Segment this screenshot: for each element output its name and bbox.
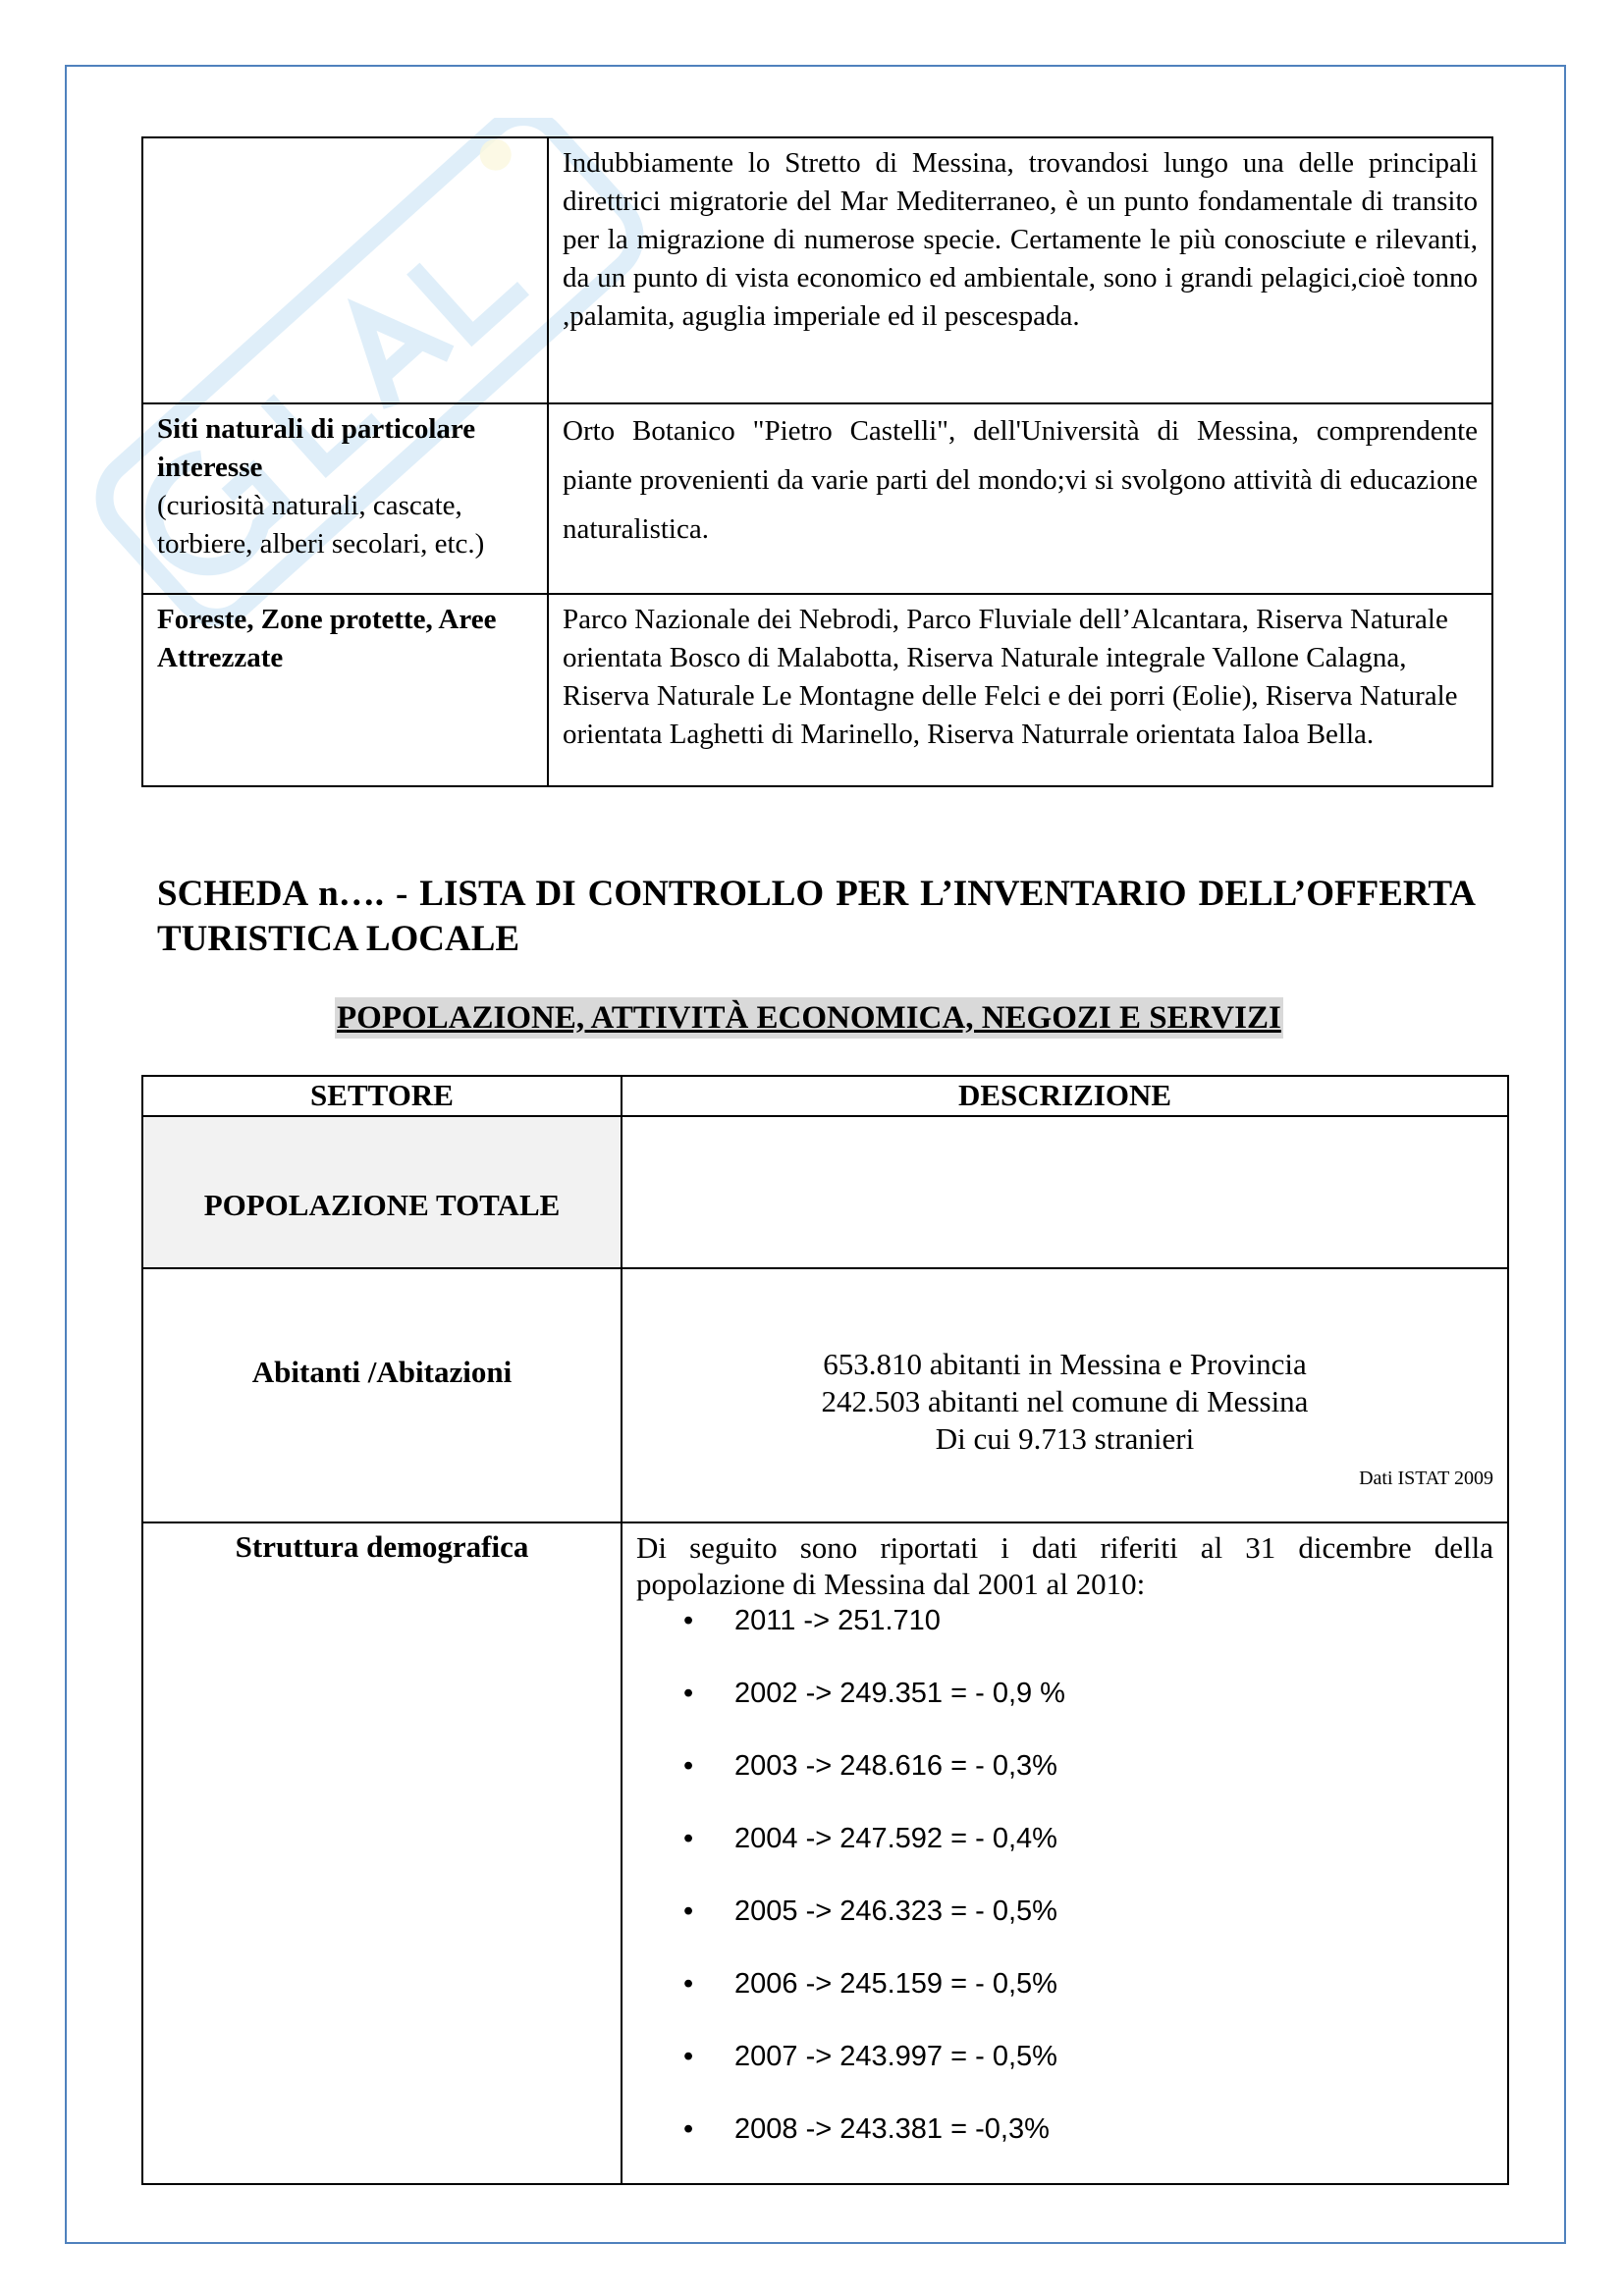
header-settore: SETTORE: [142, 1076, 622, 1116]
list-item: • 2004 -> 247.592 = - 0,4%: [734, 1820, 1493, 1893]
abitanti-comune: 242.503 abitanti nel comune di Messina: [821, 1384, 1309, 1418]
population-list: [636, 1602, 1493, 2183]
bullet-icon: •: [683, 2041, 694, 2072]
table-row: [142, 1268, 1508, 1522]
scheda-heading: SCHEDA n…. - LISTA DI CONTROLLO PER L’INVENTARIO DELL’OFFERTA TURISTICA LOCALE: [157, 874, 1476, 959]
list-item: • 2002 -> 249.351 = - 0,9 %: [734, 1675, 1493, 1747]
section-subtitle: POPOLAZIONE, ATTIVITÀ ECONOMICA, NEGOZI E SERVIZI: [335, 997, 1283, 1039]
istat-source: Dati ISTAT 2009: [1359, 1468, 1493, 1489]
table-row: [142, 1522, 1508, 2184]
popolazione-totale-value: [622, 1116, 1508, 1268]
table-row: [142, 594, 1492, 786]
abitanti-label: Abitanti /Abitazioni: [142, 1268, 622, 1522]
table-row: [142, 403, 1492, 594]
migration-description: Indubbiamente lo Stretto di Messina, trovandosi lungo una delle principali direttrici migratorie del Mar Mediterraneo, è un punto fondamentale di transito per la migrazione di numerose specie. Certamente le più conosciute e rilevanti, da un punto di vista economico ed ambientale, sono i grandi pelagici,cioè tonno ,palamita, aguglia imperiale ed il pescespada.: [548, 137, 1492, 403]
popolazione-totale-label: POPOLAZIONE TOTALE: [142, 1116, 622, 1268]
list-item: • 2005 -> 246.323 = - 0,5%: [734, 1893, 1493, 1965]
row-label: [142, 403, 548, 594]
abitanti-provincia: 653.810 abitanti in Messina e Provincia: [823, 1347, 1307, 1381]
orto-botanico-description: Orto Botanico "Pietro Castelli", dell'Università di Messina, comprendente piante provenienti da varie parti del mondo;vi si svolgono attività di educazione naturalistica.: [548, 403, 1492, 594]
list-item: • 2008 -> 243.381 = -0,3%: [734, 2110, 1493, 2183]
bullet-icon: •: [683, 1750, 694, 1782]
list-item: • 2006 -> 245.159 = - 0,5%: [734, 1965, 1493, 2038]
header-descrizione: DESCRIZIONE: [622, 1076, 1508, 1116]
struttura-description: [622, 1522, 1508, 2184]
population-table: [141, 1075, 1509, 2185]
list-item: • 2011 -> 251.710: [734, 1602, 1493, 1675]
list-item: • 2007 -> 243.997 = - 0,5%: [734, 2038, 1493, 2110]
table-header-row: [142, 1076, 1508, 1116]
list-item: • 2003 -> 248.616 = - 0,3%: [734, 1747, 1493, 1820]
bullet-icon: •: [683, 1678, 694, 1709]
row-label: [142, 137, 548, 403]
row-label: [142, 594, 548, 786]
siti-naturali-label: Siti naturali di particolare interesse: [157, 413, 476, 483]
bullet-icon: •: [683, 1823, 694, 1854]
siti-naturali-sublabel: (curiosità naturali, cascate, torbiere, alberi secolari, etc.): [157, 490, 485, 560]
bullet-icon: •: [683, 2113, 694, 2145]
bullet-icon: •: [683, 1896, 694, 1927]
abitanti-description: [622, 1268, 1508, 1522]
bullet-icon: •: [683, 1968, 694, 2000]
bullet-icon: •: [683, 1605, 694, 1636]
struttura-label: Struttura demografica: [142, 1522, 622, 2184]
parchi-description: Parco Nazionale dei Nebrodi, Parco Fluviale dell’Alcantara, Riserva Naturale orientata Bosco di Malabotta, Riserva Naturale integrale Vallone Calagna, Riserva Naturale Le Montagne delle Felci e dei porri (Eolie), Riserva Naturale orientata Laghetti di Marinello, Riserva Naturrale orientata Ialoa Bella.: [548, 594, 1492, 786]
table-row: [142, 137, 1492, 403]
table-row: [142, 1116, 1508, 1268]
foreste-label: Foreste, Zone protette, Aree Attrezzate: [157, 604, 497, 673]
top-info-table: [141, 136, 1493, 787]
struttura-intro: Di seguito sono riportati i dati riferiti al 31 dicembre della popolazione di Messina dal 2001 al 2010:: [636, 1530, 1493, 1601]
abitanti-stranieri: Di cui 9.713 stranieri: [935, 1421, 1195, 1456]
